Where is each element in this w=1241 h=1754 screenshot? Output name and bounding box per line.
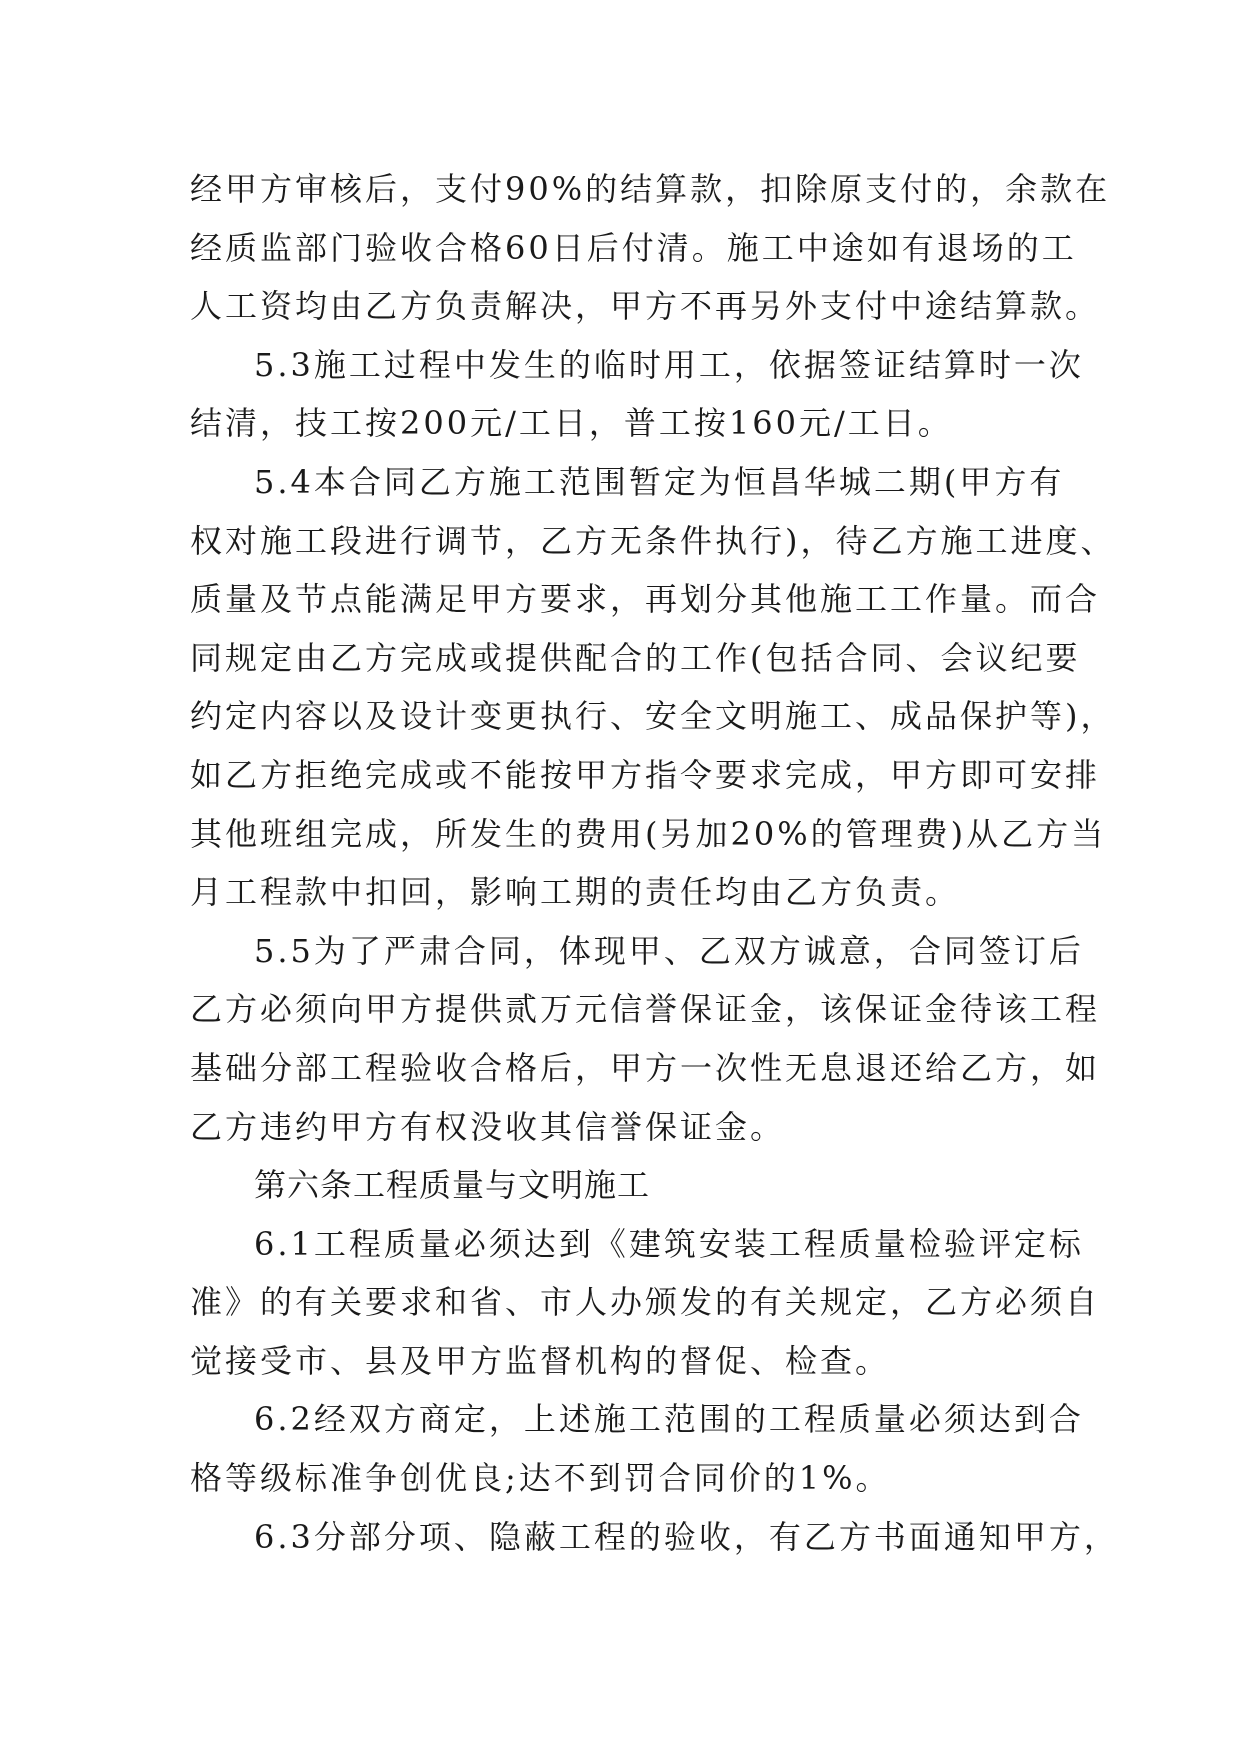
text-line: 权对施工段进行调节，乙方无条件执行)，待乙方施工进度、 xyxy=(190,521,1116,560)
clause-5-4: 5.4本合同乙方施工范围暂定为恒昌华城二期(甲方有 xyxy=(254,462,1065,501)
document-body xyxy=(190,160,1119,1566)
text-line: 结清，技工按200元/工日，普工按160元/工日。 xyxy=(190,404,953,443)
clause-5-5: 5.5为了严肃合同，体现甲、乙双方诚意，合同签订后 xyxy=(254,931,1084,970)
text-line: 经质监部门验收合格60日后付清。施工中途如有退场的工 xyxy=(190,228,1077,267)
article-6-heading: 第六条工程质量与文明施工 xyxy=(254,1166,651,1205)
clause-6-3: 6.3分部分项、隐蔽工程的验收，有乙方书面通知甲方， xyxy=(254,1517,1119,1556)
text-line: 质量及节点能满足甲方要求，再划分其他施工工作量。而合 xyxy=(190,580,1101,619)
text-line: 人工资均由乙方负责解决，甲方不再另外支付中途结算款。 xyxy=(190,287,1101,326)
text-line: 约定内容以及设计变更执行、安全文明施工、成品保护等)， xyxy=(190,697,1116,736)
text-line: 格等级标准争创优良;达不到罚合同价的1%。 xyxy=(190,1459,891,1498)
clause-6-1: 6.1工程质量必须达到《建筑安装工程质量检验评定标 xyxy=(254,1224,1084,1263)
text-line: 如乙方拒绝完成或不能按甲方指令要求完成，甲方即可安排 xyxy=(190,755,1101,794)
clause-5-3: 5.3施工过程中发生的临时用工，依据签证结算时一次 xyxy=(254,345,1084,384)
text-line: 经甲方审核后，支付90%的结算款，扣除原支付的，余款在 xyxy=(190,170,1111,208)
clause-6-2: 6.2经双方商定，上述施工范围的工程质量必须达到合 xyxy=(254,1400,1084,1439)
text-line: 乙方必须向甲方提供贰万元信誉保证金，该保证金待该工程 xyxy=(190,990,1101,1029)
text-line: 其他班组完成，所发生的费用(另加20%的管理费)从乙方当 xyxy=(190,814,1107,853)
text-line: 觉接受市、县及甲方监督机构的督促、检查。 xyxy=(190,1341,891,1380)
text-line: 乙方违约甲方有权没收其信誉保证金。 xyxy=(190,1107,786,1146)
text-line: 月工程款中扣回，影响工期的责任均由乙方负责。 xyxy=(190,873,961,912)
text-line: 同规定由乙方完成或提供配合的工作(包括合同、会议纪要 xyxy=(190,638,1081,677)
text-line: 准》的有关要求和省、市人办颁发的有关规定，乙方必须自 xyxy=(190,1283,1101,1322)
text-line: 基础分部工程验收合格后，甲方一次性无息退还给乙方，如 xyxy=(190,1048,1101,1087)
